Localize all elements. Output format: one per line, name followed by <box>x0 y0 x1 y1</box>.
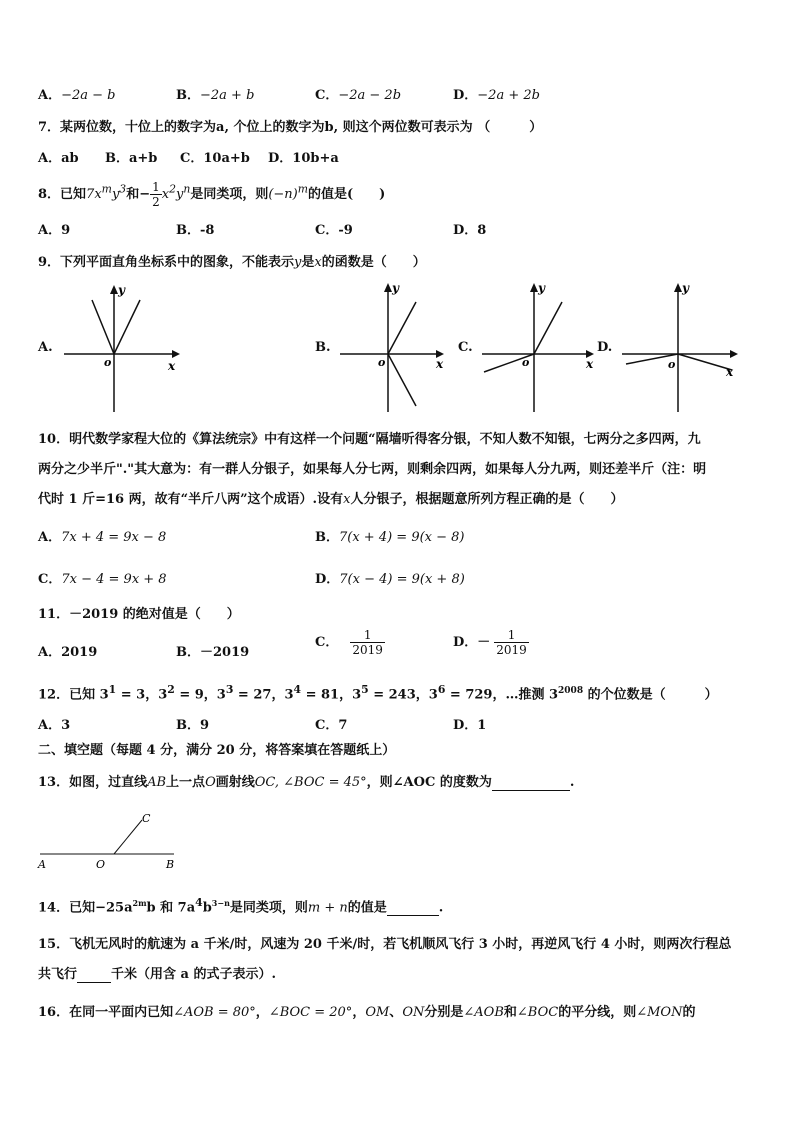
q13-label-b: B <box>166 858 175 871</box>
q9-option-c-label: C. <box>458 340 473 355</box>
q8-option-a: A．9 <box>38 223 71 238</box>
q13-label-c: C <box>142 812 151 825</box>
q8-option-c: C．-9 <box>315 223 353 238</box>
q10-stem-line2: 两分之少半斤"."其大意为：有一群人分银子，如果每人分七两，则剩余四两，如果每人分九两，则还差半斤（注：明 <box>38 462 707 477</box>
q10-option-b: B．7(x + 4) = 9(x − 8) <box>315 530 465 545</box>
q11-option-a: A．2019 <box>38 645 98 660</box>
q12-option-d: D．1 <box>453 718 487 733</box>
q15-stem-line1: 15．飞机无风时的航速为 a 千米/时，风速为 20 千米/时，若飞机顺风飞行 3 小时，再逆风飞行 4 小时，则两次行程总 <box>38 937 732 952</box>
q15-stem-line2: 共飞行 千米（用含 a 的式子表示）. <box>38 967 277 982</box>
q11-option-d: D．－ $\frac{1}{2019}$ <box>453 628 527 657</box>
q16-stem: 16．在同一平面内已知∠AOB = 80°，∠BOC = 20°，OM、ON分别是∠AOB和∠BOC的平分线，则∠MON的 <box>38 1005 696 1020</box>
q11-stem: 11．－2019 的绝对值是（ ） <box>38 607 240 622</box>
q9-graph-b <box>336 280 456 414</box>
q9-option-d-label: D. <box>597 340 613 355</box>
q9-d-x-label: x <box>726 365 734 379</box>
q8-stem: 8．已知$7x^my^3$和− $\frac{1}{2}$ $x^2y^n$是同类项，则$(-n)^m$的值是( ) <box>38 180 386 209</box>
q9-c-x-label: x <box>586 357 594 371</box>
q10-option-c: C．7x − 4 = 9x + 8 <box>38 572 167 587</box>
q9-graph-a <box>60 282 190 414</box>
q8-option-b: B．-8 <box>176 223 215 238</box>
q9-option-b-label: B. <box>315 340 331 355</box>
q7-option-d: D．10b+a <box>268 151 339 166</box>
section-2-heading: 二、填空题（每题 4 分，满分 20 分，将答案填在答题纸上） <box>38 743 396 758</box>
q11-option-b: B．－2019 <box>176 645 250 660</box>
q12-option-c: C．7 <box>315 718 348 733</box>
q7-option-c: C．10a+b <box>180 151 250 166</box>
q12-option-b: B．9 <box>176 718 210 733</box>
q7-option-b: B．a+b <box>105 151 158 166</box>
q14-stem: 14．已知$-25a^{2m}b$ 和 $7a^4b^{3-n}$是同类项，则m + n的值是 . <box>38 896 444 916</box>
q8-fraction: $\frac{1}{2}$ <box>152 180 160 209</box>
q10-option-d: D．7(x − 4) = 9(x + 8) <box>315 572 465 587</box>
q9-d-y-label: y <box>682 281 689 295</box>
q9-stem: 9．下列平面直角坐标系中的图象，不能表示y是x的函数是（ ） <box>38 255 426 270</box>
q11-option-c: C． $\frac{1}{2019}$ <box>315 628 383 657</box>
q13-figure <box>34 808 184 872</box>
q10-option-a: A．7x + 4 = 9x − 8 <box>38 530 167 545</box>
q15-answer-blank <box>77 967 111 983</box>
q12-option-a: A．3 <box>38 718 71 733</box>
q9-b-origin-label: o <box>378 356 386 369</box>
q6-option-c: C．−2a − 2b <box>315 88 402 103</box>
q14-answer-blank <box>387 900 439 916</box>
q13-answer-blank <box>492 775 570 791</box>
q7-option-a: A．ab <box>38 151 79 166</box>
q12-stem: 12．已知 $3^1 = 3$，$3^2 = 9$，$3^3 = 27$，$3^4 = 81$，$3^5 = 243$，$3^6 = 729$，…推测 $3^{2008}$ 的个位数是（ ） <box>38 683 718 703</box>
q9-a-origin-label: o <box>104 356 112 369</box>
q6-option-b: B．−2a + b <box>176 88 255 103</box>
q9-option-a-label: A. <box>38 340 53 355</box>
q10-stem-line1: 10．明代数学家程大位的《算法统宗》中有这样一个问题“隔墙听得客分银，不知人数不知银，七两分之多四两，九 <box>38 432 701 447</box>
q6-option-a: A．−2a − b <box>38 88 116 103</box>
q9-a-y-label: y <box>118 283 125 297</box>
q6-option-d: D．−2a + 2b <box>453 88 540 103</box>
q13-stem: 13．如图，过直线AB上一点O画射线OC, ∠BOC = 45°，则∠AOC 的度数为 . <box>38 775 575 790</box>
q10-stem-line3: 代时 1 斤=16 两，故有“半斤八两”这个成语）.设有x人分银子，根据题意所列方程正确的是（ ） <box>38 492 624 507</box>
q9-b-x-label: x <box>436 357 444 371</box>
q9-d-origin-label: o <box>668 358 676 371</box>
q7-stem: 7．某两位数，十位上的数字为a, 个位上的数字为b, 则这个两位数可表示为 （ ） <box>38 120 543 135</box>
q9-graph-c <box>482 280 606 414</box>
q9-b-y-label: y <box>392 281 399 295</box>
q9-a-x-label: x <box>168 359 176 373</box>
q13-label-o: O <box>96 858 106 871</box>
q9-c-y-label: y <box>538 281 545 295</box>
q8-option-d: D．8 <box>453 223 487 238</box>
q9-c-origin-label: o <box>522 356 530 369</box>
q13-label-a: A <box>38 858 46 871</box>
q9-graph-d <box>622 280 746 414</box>
